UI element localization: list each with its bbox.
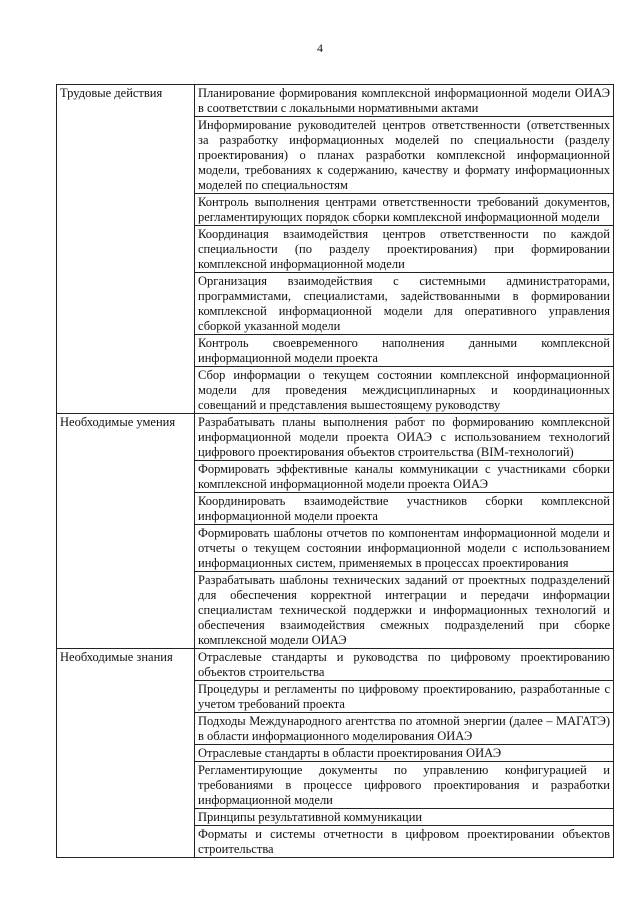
table-cell: Отраслевые стандарты в области проектирования ОИАЭ (195, 745, 614, 762)
table-cell: Разрабатывать планы выполнения работ по формированию комплексной информационной модели проекта ОИАЭ с использованием технологий цифрового проектирования объектов строительства (BIM-технологий) (195, 414, 614, 461)
table-cell: Формировать шаблоны отчетов по компонентам информационной модели и отчеты о текущем состоянии информационной модели с использованием информационных систем, применяемых в процессах проектирования (195, 525, 614, 572)
table-cell: Информирование руководителей центров ответственности (ответственных за разработку информационных моделей по специальности (разделу проектирования) о планах разработки комплексной информационной модели, требованиях к содержанию, качеству и формату информационных моделей по специальностям (195, 117, 614, 194)
table-cell: Регламентирующие документы по управлению конфигурацией и требованиями в процессе цифрового проектирования и разработки информационной модели (195, 762, 614, 809)
table-cell: Процедуры и регламенты по цифровому проектированию, разработанные с учетом требований проекта (195, 681, 614, 713)
table-cell: Разрабатывать шаблоны технических заданий от проектных подразделений для обеспечения корректной интеграции и передачи информации специалистам технической поддержки и информационных технологий и обеспечения взаимодействия смежных подразделений при сборке комплексной модели ОИАЭ (195, 572, 614, 649)
competency-table (56, 84, 614, 858)
table-row (57, 649, 614, 681)
section-label-required-skills: Необходимые умения (57, 414, 195, 649)
section-label-required-knowledge: Необходимые знания (57, 649, 195, 858)
section-label-labor-actions: Трудовые действия (57, 85, 195, 414)
table-cell: Форматы и системы отчетности в цифровом проектировании объектов строительства (195, 826, 614, 858)
table-cell: Отраслевые стандарты и руководства по цифровому проектированию объектов строительства (195, 649, 614, 681)
table-cell: Принципы результативной коммуникации (195, 809, 614, 826)
table-cell: Подходы Международного агентства по атомной энергии (далее – МАГАТЭ) в области информационного моделирования ОИАЭ (195, 713, 614, 745)
table-cell: Контроль своевременного наполнения данными комплексной информационной модели проекта (195, 335, 614, 367)
table-cell: Координация взаимодействия центров ответственности по каждой специальности (по разделу проектирования) при формировании комплексной информационной модели (195, 226, 614, 273)
table-cell: Планирование формирования комплексной информационной модели ОИАЭ в соответствии с локальными нормативными актами (195, 85, 614, 117)
table-cell: Сбор информации о текущем состоянии комплексной информационной модели для проведения междисциплинарных и координационных совещаний и представления вышестоящему руководству (195, 367, 614, 414)
page-number: 4 (317, 41, 323, 55)
table-cell: Контроль выполнения центрами ответственности требований документов, регламентирующих порядок сборки комплексной информационной модели (195, 194, 614, 226)
table-row (57, 414, 614, 461)
table-cell: Координировать взаимодействие участников сборки комплексной информационной модели проекта (195, 493, 614, 525)
table-cell: Организация взаимодействия с системными администраторами, программистами, специалистами, задействованными в формировании комплексной информационной модели для оперативного управления сборкой указанной модели (195, 273, 614, 335)
table-row (57, 85, 614, 117)
table-cell: Формировать эффективные каналы коммуникации с участниками сборки комплексной информационной модели проекта ОИАЭ (195, 461, 614, 493)
